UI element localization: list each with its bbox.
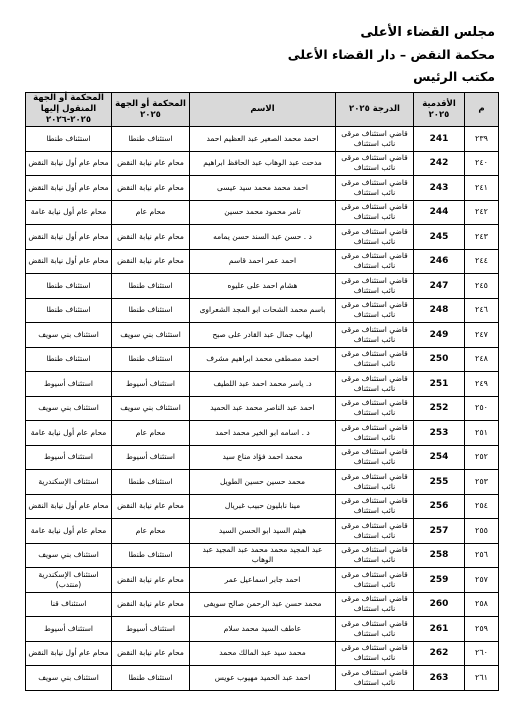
moved-to-cell: استئناف أسيوط (26, 372, 112, 397)
table-row (26, 666, 499, 691)
seniority-cell: 249 (414, 323, 465, 348)
degree-cell: قاضي استئناف مرقى نائب استئناف (336, 445, 414, 470)
court-cell: محام عام نيابة النقض (112, 151, 190, 176)
degree-cell: قاضي استئناف مرقى نائب استئناف (336, 151, 414, 176)
seniority-cell: 261 (414, 617, 465, 642)
moved-to-cell: استئناف بني سويف (26, 396, 112, 421)
moved-to-cell: محام عام أول نيابة النقض (26, 151, 112, 176)
degree-cell: قاضي استئناف مرقى نائب استئناف (336, 666, 414, 691)
seniority-cell: 263 (414, 666, 465, 691)
degree-cell: قاضي استئناف مرقى نائب استئناف (336, 372, 414, 397)
name-cell: تامر محمود محمد حسين (190, 200, 336, 225)
row-number: ٢٤٩ (465, 372, 499, 397)
seniority-cell: 252 (414, 396, 465, 421)
moved-to-cell: محام عام أول نيابة عامة (26, 519, 112, 544)
row-number: ٢٥١ (465, 421, 499, 446)
court-cell: محام عام نيابة النقض (112, 592, 190, 617)
court-cell: استئناف أسيوط (112, 617, 190, 642)
council-title: مجلس القضاء الأعلى (360, 25, 495, 40)
table-row (26, 274, 499, 299)
seniority-cell: 253 (414, 421, 465, 446)
table-row (26, 617, 499, 642)
degree-cell: قاضي استئناف مرقى نائب استئناف (336, 347, 414, 372)
seniority-cell: 256 (414, 494, 465, 519)
row-number: ٢٥٢ (465, 445, 499, 470)
table-row (26, 568, 499, 593)
name-cell: احمد محمد محمد سيد عيسى (190, 176, 336, 201)
row-number: ٢٥٣ (465, 470, 499, 495)
table-row (26, 519, 499, 544)
court-cell: استئناف أسيوط (112, 445, 190, 470)
name-cell: محمد سيد عبد المالك محمد (190, 641, 336, 666)
seniority-cell: 251 (414, 372, 465, 397)
moved-to-cell: استئناف أسيوط (26, 445, 112, 470)
degree-cell: قاضي استئناف مرقى نائب استئناف (336, 494, 414, 519)
name-cell: محمد حسن عبد الرحمن صالح سويفى (190, 592, 336, 617)
degree-cell: قاضي استئناف مرقى نائب استئناف (336, 323, 414, 348)
degree-cell: قاضي استئناف مرقى نائب استئناف (336, 249, 414, 274)
table-row (26, 641, 499, 666)
row-number: ٢٤١ (465, 176, 499, 201)
seniority-cell: 260 (414, 592, 465, 617)
name-cell: احمد عمر احمد قاسم (190, 249, 336, 274)
moved-to-cell: استئناف الإسكندرية (26, 470, 112, 495)
name-cell: د. ياسر محمد احمد عبد اللطيف (190, 372, 336, 397)
court-cell: محام عام نيابة النقض (112, 494, 190, 519)
court-cell: استئناف بني سويف (112, 323, 190, 348)
court-cell: محام عام نيابة النقض (112, 641, 190, 666)
moved-to-cell: استئناف بني سويف (26, 323, 112, 348)
court-cell: استئناف أسيوط (112, 372, 190, 397)
degree-cell: قاضي استئناف مرقى نائب استئناف (336, 396, 414, 421)
name-cell: د . اسامه ابو الخير محمد احمد (190, 421, 336, 446)
moved-to-cell: محام عام أول نيابة النقض (26, 225, 112, 250)
court-title: محكمة النقض – دار القضاء الأعلى (287, 47, 495, 62)
degree-cell: قاضي استئناف مرقى نائب استئناف (336, 470, 414, 495)
name-cell: احمد محمد الصغير عبد العظيم احمد (190, 127, 336, 152)
row-number: ٢٦١ (465, 666, 499, 691)
seniority-cell: 254 (414, 445, 465, 470)
degree-cell: قاضي استئناف مرقى نائب استئناف (336, 543, 414, 568)
moved-to-cell: استئناف قنا (26, 592, 112, 617)
court-cell: محام عام نيابة النقض (112, 249, 190, 274)
moved-to-cell: استئناف بني سويف (26, 666, 112, 691)
col-header-rank: الأقدمية ٢٠٢٥ (414, 93, 465, 127)
court-cell: استئناف طنطا (112, 543, 190, 568)
court-cell: محام عام نيابة النقض (112, 225, 190, 250)
col-header-degree: الدرجة ٢٠٢٥ (336, 93, 414, 127)
table-row (26, 592, 499, 617)
table-row (26, 494, 499, 519)
table-row (26, 445, 499, 470)
table-row (26, 372, 499, 397)
seniority-cell: 241 (414, 127, 465, 152)
name-cell: محمد احمد فؤاد مناع سيد (190, 445, 336, 470)
moved-to-cell: محام عام أول نيابة عامة (26, 421, 112, 446)
row-number: ٢٥٩ (465, 617, 499, 642)
table-row (26, 470, 499, 495)
row-number: ٢٤٧ (465, 323, 499, 348)
judges-table (25, 92, 499, 691)
moved-to-cell: استئناف طنطا (26, 127, 112, 152)
table-row (26, 396, 499, 421)
moved-to-cell: استئناف طنطا (26, 274, 112, 299)
court-cell: محام عام (112, 519, 190, 544)
table-row (26, 225, 499, 250)
name-cell: هشام احمد على عليوه (190, 274, 336, 299)
row-number: ٢٦٠ (465, 641, 499, 666)
name-cell: ايهاب جمال عبد القادر على صبح (190, 323, 336, 348)
row-number: ٢٤٠ (465, 151, 499, 176)
row-number: ٢٤٨ (465, 347, 499, 372)
degree-cell: قاضي استئناف مرقى نائب استئناف (336, 641, 414, 666)
table-row (26, 323, 499, 348)
col-header-m: م (465, 93, 499, 127)
table-row (26, 249, 499, 274)
degree-cell: قاضي استئناف مرقى نائب استئناف (336, 200, 414, 225)
document-header (288, 22, 495, 88)
name-cell: احمد مصطفى محمد ابراهيم مشرف (190, 347, 336, 372)
name-cell: باسم محمد الشحات ابو المجد الشعراوى (190, 298, 336, 323)
degree-cell: قاضي استئناف مرقى نائب استئناف (336, 225, 414, 250)
moved-to-cell: استئناف أسيوط (26, 617, 112, 642)
col-header-court: المحكمة أو الجهة ٢٠٢٥ (112, 93, 190, 127)
seniority-cell: 257 (414, 519, 465, 544)
row-number: ٢٥٧ (465, 568, 499, 593)
seniority-cell: 262 (414, 641, 465, 666)
seniority-cell: 248 (414, 298, 465, 323)
degree-cell: قاضي استئناف مرقى نائب استئناف (336, 298, 414, 323)
col-header-moved: المحكمة أو الجهة المنقول إليها ٢٠٢٥-٢٠٢٦ (26, 93, 112, 127)
moved-to-cell: استئناف طنطا (26, 347, 112, 372)
table-row (26, 543, 499, 568)
seniority-cell: 242 (414, 151, 465, 176)
court-cell: استئناف طنطا (112, 347, 190, 372)
table-row (26, 200, 499, 225)
table-row (26, 176, 499, 201)
moved-to-cell: استئناف بني سويف (26, 543, 112, 568)
moved-to-cell: محام عام أول نيابة النقض (26, 249, 112, 274)
seniority-cell: 259 (414, 568, 465, 593)
seniority-cell: 247 (414, 274, 465, 299)
seniority-cell: 245 (414, 225, 465, 250)
row-number: ٢٤٢ (465, 200, 499, 225)
row-number: ٢٥٤ (465, 494, 499, 519)
table-row (26, 298, 499, 323)
moved-to-cell: استئناف طنطا (26, 298, 112, 323)
row-number: ٢٥٥ (465, 519, 499, 544)
seniority-cell: 255 (414, 470, 465, 495)
degree-cell: قاضي استئناف مرقى نائب استئناف (336, 519, 414, 544)
name-cell: احمد عبد الحميد مهيوب عويس (190, 666, 336, 691)
table-row (26, 151, 499, 176)
court-cell: محام عام (112, 421, 190, 446)
col-header-name: الاسم (190, 93, 336, 127)
seniority-cell: 250 (414, 347, 465, 372)
name-cell: عبد المجيد محمد محمد عبد المجيد عبد الوهاب (190, 543, 336, 568)
degree-cell: قاضي استئناف مرقى نائب استئناف (336, 617, 414, 642)
table-body (26, 127, 499, 691)
court-cell: استئناف طنطا (112, 470, 190, 495)
court-cell: محام عام (112, 200, 190, 225)
degree-cell: قاضي استئناف مرقى نائب استئناف (336, 592, 414, 617)
moved-to-cell: محام عام أول نيابة النقض (26, 494, 112, 519)
name-cell: محمد حسين حسين الطويل (190, 470, 336, 495)
name-cell: مدحت عبد الوهاب عبد الحافظ ابراهيم (190, 151, 336, 176)
table-row (26, 127, 499, 152)
row-number: ٢٥٠ (465, 396, 499, 421)
court-cell: استئناف طنطا (112, 274, 190, 299)
row-number: ٢٥٦ (465, 543, 499, 568)
row-number: ٢٥٨ (465, 592, 499, 617)
court-cell: محام عام نيابة النقض (112, 568, 190, 593)
degree-cell: قاضي استئناف مرقى نائب استئناف (336, 176, 414, 201)
degree-cell: قاضي استئناف مرقى نائب استئناف (336, 421, 414, 446)
moved-to-cell: محام عام أول نيابة عامة (26, 200, 112, 225)
degree-cell: قاضي استئناف مرقى نائب استئناف (336, 274, 414, 299)
name-cell: عاطف السيد محمد سلام (190, 617, 336, 642)
seniority-cell: 243 (414, 176, 465, 201)
table-row (26, 421, 499, 446)
row-number: ٢٤٦ (465, 298, 499, 323)
row-number: ٢٤٤ (465, 249, 499, 274)
seniority-cell: 258 (414, 543, 465, 568)
row-number: ٢٤٥ (465, 274, 499, 299)
office-title: مكتب الرئيس (413, 69, 495, 84)
row-number: ٢٣٩ (465, 127, 499, 152)
name-cell: د . حسن عبد السند حسن يمامه (190, 225, 336, 250)
name-cell: هيثم السيد ابو الحسن السيد (190, 519, 336, 544)
degree-cell: قاضي استئناف مرقى نائب استئناف (336, 127, 414, 152)
name-cell: احمد عبد الناصر محمد عبد الحميد (190, 396, 336, 421)
moved-to-cell: محام عام أول نيابة النقض (26, 176, 112, 201)
moved-to-cell: محام عام أول نيابة النقض (26, 641, 112, 666)
degree-cell: قاضي استئناف مرقى نائب استئناف (336, 568, 414, 593)
table-header-row (26, 93, 499, 127)
court-cell: استئناف طنطا (112, 666, 190, 691)
court-cell: محام عام نيابة النقض (112, 176, 190, 201)
court-cell: استئناف بني سويف (112, 396, 190, 421)
name-cell: مينا نابليون حبيب غبريال (190, 494, 336, 519)
seniority-cell: 246 (414, 249, 465, 274)
seniority-cell: 244 (414, 200, 465, 225)
court-cell: استئناف طنطا (112, 298, 190, 323)
row-number: ٢٤٣ (465, 225, 499, 250)
moved-to-cell: استئناف الإسكندرية (منتدب) (26, 568, 112, 593)
name-cell: احمد جابر اسماعيل عمر (190, 568, 336, 593)
table-row (26, 347, 499, 372)
court-cell: استئناف طنطا (112, 127, 190, 152)
